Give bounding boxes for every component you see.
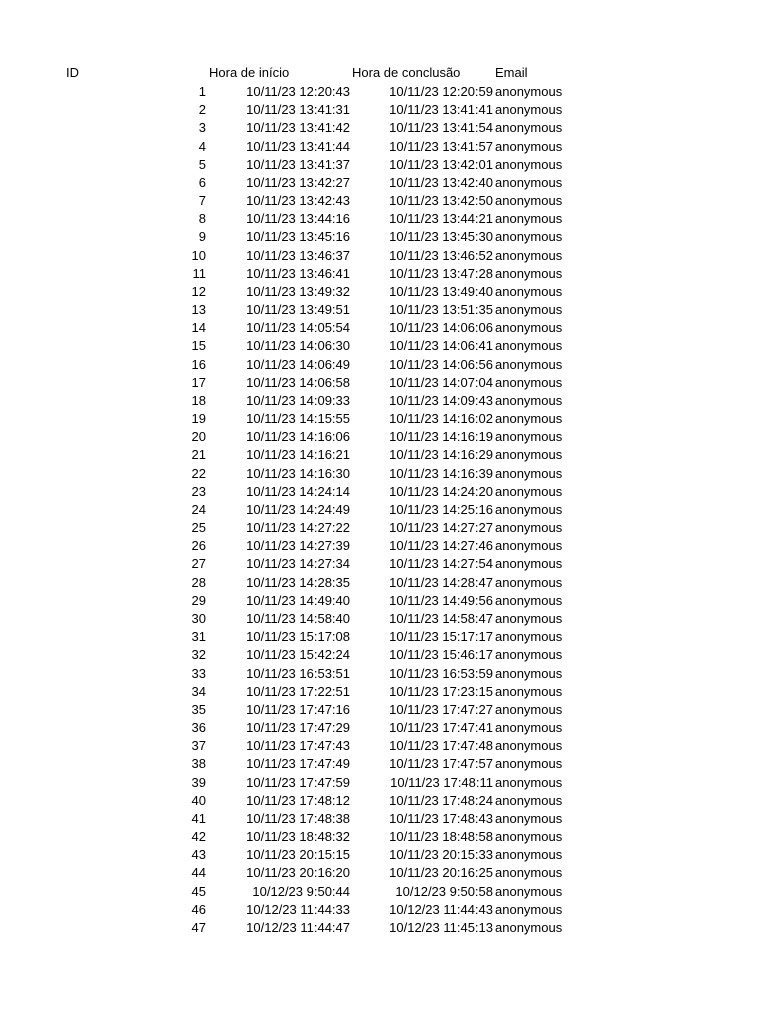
table-row — [0, 719, 768, 737]
cell-id: 7 — [198, 193, 206, 209]
cell-start-time: 10/11/23 14:16:06 — [246, 429, 350, 445]
table-row — [0, 737, 768, 755]
cell-end-time: 10/11/23 14:25:16 — [389, 501, 493, 517]
cell-end-time: 10/11/23 13:46:52 — [389, 247, 493, 263]
cell-id: 42 — [191, 829, 206, 845]
cell-email: anonymous — [495, 247, 563, 263]
cell-end-time: 10/11/23 14:27:27 — [389, 520, 493, 536]
cell-email: anonymous — [495, 120, 563, 136]
cell-start-time: 10/11/23 14:27:39 — [246, 538, 350, 554]
cell-id: 20 — [191, 429, 206, 445]
cell-email: anonymous — [495, 683, 563, 699]
cell-id: 25 — [191, 520, 206, 536]
cell-id: 45 — [191, 883, 206, 899]
cell-start-time: 10/11/23 14:24:49 — [246, 501, 350, 517]
cell-start-time: 10/11/23 17:22:51 — [246, 683, 350, 699]
cell-id: 44 — [191, 865, 206, 881]
cell-start-time: 10/11/23 14:24:14 — [246, 483, 350, 499]
cell-email: anonymous — [495, 156, 563, 172]
table-row — [0, 665, 768, 683]
cell-id: 21 — [191, 447, 206, 463]
table-row — [0, 555, 768, 573]
cell-start-time: 10/11/23 17:47:59 — [246, 774, 350, 790]
cell-id: 33 — [191, 665, 206, 681]
table-row — [0, 574, 768, 592]
cell-start-time: 10/11/23 13:45:16 — [246, 229, 350, 245]
cell-start-time: 10/11/23 14:15:55 — [246, 411, 350, 427]
cell-end-time: 10/11/23 14:06:56 — [389, 356, 493, 372]
cell-email: anonymous — [495, 738, 563, 754]
cell-start-time: 10/11/23 17:48:38 — [246, 810, 350, 826]
cell-id: 16 — [191, 356, 206, 372]
cell-email: anonymous — [495, 847, 563, 863]
data-rows — [0, 83, 768, 937]
cell-id: 13 — [191, 302, 206, 318]
header-start: Hora de início — [209, 65, 290, 80]
cell-email: anonymous — [495, 174, 563, 190]
cell-end-time: 10/11/23 14:16:39 — [389, 465, 493, 481]
cell-end-time: 10/11/23 15:17:17 — [389, 629, 493, 645]
cell-end-time: 10/11/23 17:47:27 — [389, 701, 493, 717]
cell-email: anonymous — [495, 610, 563, 626]
cell-id: 35 — [191, 701, 206, 717]
cell-end-time: 10/11/23 17:47:57 — [389, 756, 493, 772]
cell-id: 24 — [191, 501, 206, 517]
table-row — [0, 465, 768, 483]
cell-end-time: 10/11/23 13:44:21 — [389, 211, 493, 227]
cell-start-time: 10/11/23 14:27:34 — [246, 556, 350, 572]
cell-id: 2 — [198, 102, 206, 118]
cell-email: anonymous — [495, 574, 563, 590]
cell-end-time: 10/11/23 18:48:58 — [389, 829, 493, 845]
cell-id: 4 — [198, 138, 206, 154]
cell-email: anonymous — [495, 829, 563, 845]
cell-email: anonymous — [495, 629, 563, 645]
cell-end-time: 10/11/23 13:47:28 — [389, 265, 493, 281]
table-row — [0, 701, 768, 719]
cell-email: anonymous — [495, 447, 563, 463]
cell-start-time: 10/11/23 14:09:33 — [246, 392, 350, 408]
cell-start-time: 10/11/23 13:44:16 — [246, 211, 350, 227]
cell-id: 28 — [191, 574, 206, 590]
cell-end-time: 10/11/23 13:42:40 — [389, 174, 493, 190]
cell-email: anonymous — [495, 356, 563, 372]
cell-email: anonymous — [495, 229, 563, 245]
cell-start-time: 10/11/23 13:49:51 — [246, 302, 350, 318]
cell-email: anonymous — [495, 465, 563, 481]
cell-end-time: 10/11/23 14:09:43 — [389, 392, 493, 408]
cell-id: 5 — [198, 156, 206, 172]
table-row — [0, 846, 768, 864]
table-row — [0, 628, 768, 646]
cell-id: 40 — [191, 792, 206, 808]
cell-id: 30 — [191, 610, 206, 626]
cell-id: 29 — [191, 592, 206, 608]
cell-start-time: 10/11/23 14:16:30 — [246, 465, 350, 481]
cell-id: 18 — [191, 392, 206, 408]
cell-start-time: 10/11/23 18:48:32 — [246, 829, 350, 845]
cell-email: anonymous — [495, 138, 563, 154]
cell-end-time: 10/11/23 14:24:20 — [389, 483, 493, 499]
table-row — [0, 446, 768, 464]
cell-email: anonymous — [495, 720, 563, 736]
cell-end-time: 10/11/23 17:47:41 — [389, 720, 493, 736]
cell-end-time: 10/11/23 13:41:41 — [389, 102, 493, 118]
cell-email: anonymous — [495, 84, 563, 99]
cell-start-time: 10/11/23 20:16:20 — [246, 865, 350, 881]
cell-start-time: 10/11/23 14:06:58 — [246, 374, 350, 390]
cell-start-time: 10/11/23 17:47:29 — [246, 720, 350, 736]
cell-start-time: 10/11/23 13:49:32 — [246, 283, 350, 299]
cell-id: 26 — [191, 538, 206, 554]
table-row — [0, 156, 768, 174]
cell-email: anonymous — [495, 392, 563, 408]
cell-email: anonymous — [495, 665, 563, 681]
cell-email: anonymous — [495, 792, 563, 808]
table-row — [0, 265, 768, 283]
cell-email: anonymous — [495, 520, 563, 536]
cell-id: 37 — [191, 738, 206, 754]
cell-email: anonymous — [495, 774, 563, 790]
cell-end-time: 10/11/23 13:51:35 — [389, 302, 493, 318]
table-row — [0, 774, 768, 792]
table-row — [0, 319, 768, 337]
cell-end-time: 10/11/23 13:42:01 — [389, 156, 493, 172]
cell-start-time: 10/11/23 17:47:49 — [246, 756, 350, 772]
table-row — [0, 392, 768, 410]
cell-id: 10 — [191, 247, 206, 263]
cell-end-time: 10/11/23 14:16:19 — [389, 429, 493, 445]
cell-end-time: 10/11/23 16:53:59 — [389, 665, 493, 681]
cell-id: 39 — [191, 774, 206, 790]
cell-email: anonymous — [495, 320, 563, 336]
cell-email: anonymous — [495, 810, 563, 826]
table-row — [0, 192, 768, 210]
table-row — [0, 864, 768, 882]
cell-end-time: 10/11/23 17:48:11 — [390, 774, 493, 790]
table-row — [0, 919, 768, 937]
table-row — [0, 755, 768, 773]
cell-start-time: 10/11/23 13:41:37 — [246, 156, 350, 172]
cell-start-time: 10/11/23 14:58:40 — [246, 610, 350, 626]
cell-start-time: 10/12/23 9:50:44 — [252, 883, 350, 899]
cell-start-time: 10/11/23 14:06:49 — [246, 356, 350, 372]
table-row — [0, 883, 768, 901]
table-row — [0, 247, 768, 265]
cell-email: anonymous — [495, 883, 563, 899]
cell-end-time: 10/11/23 14:58:47 — [389, 610, 493, 626]
cell-start-time: 10/11/23 13:41:44 — [246, 138, 350, 154]
cell-email: anonymous — [495, 756, 563, 772]
cell-email: anonymous — [495, 556, 563, 572]
cell-end-time: 10/11/23 14:28:47 — [389, 574, 493, 590]
cell-email: anonymous — [495, 265, 563, 281]
cell-start-time: 10/11/23 20:15:15 — [246, 847, 350, 863]
cell-start-time: 10/11/23 14:49:40 — [246, 592, 350, 608]
cell-start-time: 10/11/23 13:46:41 — [246, 265, 350, 281]
cell-start-time: 10/11/23 15:42:24 — [246, 647, 350, 663]
cell-start-time: 10/11/23 14:05:54 — [246, 320, 350, 336]
table-row — [0, 901, 768, 919]
table-row — [0, 210, 768, 228]
cell-id: 1 — [198, 84, 206, 99]
table-row — [0, 610, 768, 628]
cell-email: anonymous — [495, 483, 563, 499]
cell-end-time: 10/11/23 14:16:29 — [389, 447, 493, 463]
cell-start-time: 10/11/23 17:48:12 — [246, 792, 350, 808]
table-row — [0, 501, 768, 519]
cell-end-time: 10/11/23 13:41:57 — [389, 138, 493, 154]
cell-id: 15 — [191, 338, 206, 354]
cell-id: 31 — [191, 629, 206, 645]
table-row — [0, 174, 768, 192]
cell-end-time: 10/11/23 17:48:43 — [389, 810, 493, 826]
cell-start-time: 10/12/23 11:44:47 — [246, 919, 350, 935]
cell-end-time: 10/11/23 13:42:50 — [389, 193, 493, 209]
cell-email: anonymous — [495, 411, 563, 427]
cell-end-time: 10/11/23 14:06:06 — [389, 320, 493, 336]
cell-email: anonymous — [495, 647, 563, 663]
cell-start-time: 10/11/23 14:06:30 — [246, 338, 350, 354]
cell-id: 19 — [191, 411, 206, 427]
cell-start-time: 10/11/23 17:47:16 — [246, 701, 350, 717]
cell-end-time: 10/11/23 15:46:17 — [389, 647, 493, 663]
table-row — [0, 483, 768, 501]
table-row — [0, 119, 768, 137]
table-row — [0, 337, 768, 355]
cell-id: 3 — [198, 120, 206, 136]
cell-id: 23 — [191, 483, 206, 499]
cell-start-time: 10/11/23 14:16:21 — [246, 447, 350, 463]
cell-start-time: 10/11/23 14:28:35 — [246, 574, 350, 590]
cell-email: anonymous — [495, 592, 563, 608]
cell-id: 46 — [191, 901, 206, 917]
table-row — [0, 101, 768, 119]
table-row — [0, 683, 768, 701]
cell-id: 43 — [191, 847, 206, 863]
cell-end-time: 10/11/23 17:47:48 — [389, 738, 493, 754]
table-row — [0, 428, 768, 446]
cell-start-time: 10/11/23 13:41:31 — [246, 102, 350, 118]
cell-end-time: 10/11/23 13:49:40 — [389, 283, 493, 299]
cell-end-time: 10/12/23 9:50:58 — [395, 883, 493, 899]
cell-id: 32 — [191, 647, 206, 663]
cell-start-time: 10/11/23 14:27:22 — [246, 520, 350, 536]
cell-end-time: 10/12/23 11:44:43 — [389, 901, 493, 917]
cell-id: 22 — [191, 465, 206, 481]
cell-end-time: 10/11/23 20:15:33 — [389, 847, 493, 863]
cell-id: 34 — [191, 683, 206, 699]
cell-start-time: 10/11/23 13:42:27 — [246, 174, 350, 190]
cell-end-time: 10/11/23 13:41:54 — [389, 120, 493, 136]
table-row — [0, 646, 768, 664]
table-row — [0, 283, 768, 301]
table-row — [0, 810, 768, 828]
cell-email: anonymous — [495, 538, 563, 554]
cell-email: anonymous — [495, 429, 563, 445]
table-row — [0, 138, 768, 156]
cell-email: anonymous — [495, 701, 563, 717]
cell-email: anonymous — [495, 283, 563, 299]
cell-id: 27 — [191, 556, 206, 572]
cell-email: anonymous — [495, 501, 563, 517]
cell-end-time: 10/11/23 14:16:02 — [389, 411, 493, 427]
cell-end-time: 10/11/23 14:27:54 — [389, 556, 493, 572]
table-row — [0, 410, 768, 428]
cell-email: anonymous — [495, 865, 563, 881]
header-id: ID — [66, 65, 79, 80]
table-row — [0, 374, 768, 392]
cell-start-time: 10/11/23 16:53:51 — [246, 665, 350, 681]
cell-id: 8 — [198, 211, 206, 227]
table-row — [0, 828, 768, 846]
cell-end-time: 10/11/23 13:45:30 — [389, 229, 493, 245]
table-row — [0, 356, 768, 374]
table-row — [0, 592, 768, 610]
cell-start-time: 10/11/23 13:42:43 — [246, 193, 350, 209]
cell-id: 6 — [198, 174, 206, 190]
cell-email: anonymous — [495, 338, 563, 354]
header-end: Hora de conclusão — [352, 65, 461, 80]
cell-end-time: 10/11/23 17:48:24 — [389, 792, 493, 808]
cell-id: 17 — [191, 374, 206, 390]
cell-id: 11 — [192, 265, 206, 281]
cell-start-time: 10/11/23 13:46:37 — [246, 247, 350, 263]
cell-start-time: 10/11/23 15:17:08 — [246, 629, 350, 645]
table-row — [0, 301, 768, 319]
table-row — [0, 519, 768, 537]
cell-id: 14 — [191, 320, 206, 336]
cell-end-time: 10/11/23 14:06:41 — [389, 338, 493, 354]
cell-email: anonymous — [495, 211, 563, 227]
cell-id: 12 — [191, 283, 206, 299]
cell-end-time: 10/11/23 17:23:15 — [389, 683, 493, 699]
table-row — [0, 83, 768, 101]
cell-start-time: 10/11/23 12:20:43 — [246, 84, 350, 99]
cell-id: 41 — [191, 810, 206, 826]
cell-id: 9 — [198, 229, 206, 245]
cell-end-time: 10/11/23 20:16:25 — [389, 865, 493, 881]
table-row — [0, 792, 768, 810]
cell-end-time: 10/12/23 11:45:13 — [389, 919, 493, 935]
cell-id: 38 — [191, 756, 206, 772]
cell-email: anonymous — [495, 302, 563, 318]
table-row — [0, 228, 768, 246]
cell-email: anonymous — [495, 919, 563, 935]
cell-email: anonymous — [495, 193, 563, 209]
cell-email: anonymous — [495, 102, 563, 118]
cell-email: anonymous — [495, 901, 563, 917]
cell-id: 36 — [191, 720, 206, 736]
cell-end-time: 10/11/23 12:20:59 — [389, 84, 493, 99]
cell-email: anonymous — [495, 374, 563, 390]
cell-start-time: 10/12/23 11:44:33 — [246, 901, 350, 917]
header-email: Email — [495, 65, 528, 80]
table-row — [0, 537, 768, 555]
cell-id: 47 — [191, 919, 206, 935]
cell-start-time: 10/11/23 17:47:43 — [246, 738, 350, 754]
cell-end-time: 10/11/23 14:07:04 — [389, 374, 493, 390]
cell-start-time: 10/11/23 13:41:42 — [246, 120, 350, 136]
cell-end-time: 10/11/23 14:49:56 — [389, 592, 493, 608]
cell-end-time: 10/11/23 14:27:46 — [389, 538, 493, 554]
